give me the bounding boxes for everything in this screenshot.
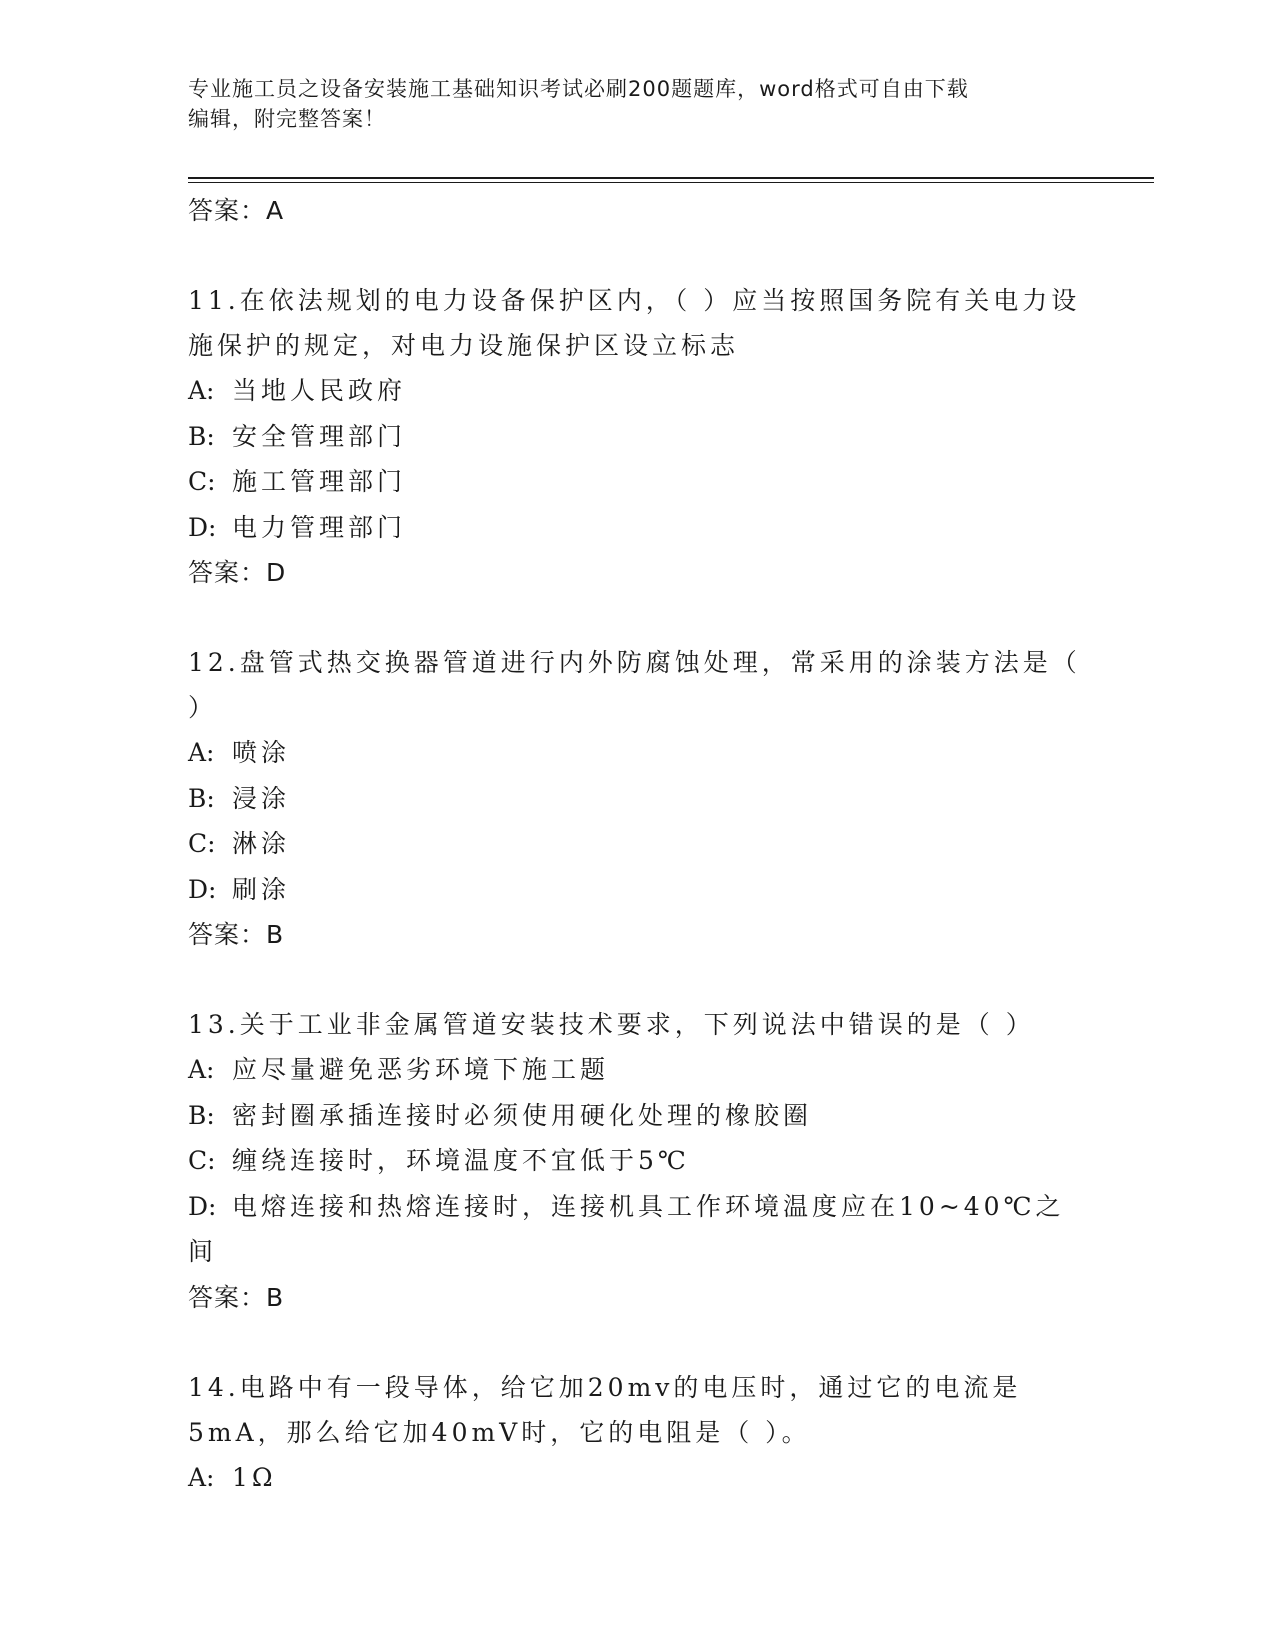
option-b — [188, 1093, 1088, 1139]
option-letter: C: — [188, 1146, 216, 1175]
question-13 — [188, 1002, 1088, 1321]
option-a — [188, 1047, 1088, 1093]
option-letter: C: — [188, 467, 216, 496]
option-letter: C: — [188, 829, 216, 858]
option-a — [188, 1455, 1088, 1501]
question-14 — [188, 1365, 1088, 1501]
option-d — [188, 505, 1088, 551]
option-text: 安全管理部门 — [232, 421, 407, 451]
option-text: 1Ω — [232, 1462, 277, 1492]
header-divider-thin — [188, 182, 1154, 183]
answer-line: 答案：D — [188, 558, 287, 587]
header-divider-thick — [188, 177, 1154, 179]
option-letter: A: — [188, 1462, 215, 1492]
option-letter: A: — [188, 1055, 215, 1084]
option-letter: B: — [188, 1100, 215, 1130]
question-12 — [188, 640, 1088, 958]
option-text: 缠绕连接时，环境温度不宜低于5℃ — [232, 1146, 690, 1175]
option-text: 喷涂 — [232, 738, 291, 767]
option-letter: B: — [188, 421, 215, 451]
option-text: 淋涂 — [232, 829, 291, 858]
header-line-2: 编辑，附完整答案！ — [188, 107, 386, 131]
question-stem: 11.在依法规划的电力设备保护区内，（ ）应当按照国务院有关电力设施保护的规定，对电力设施保护区设立标志 — [188, 286, 1081, 360]
answer-line: 答案：B — [188, 1282, 285, 1312]
document-header — [188, 74, 1088, 134]
option-text: 施工管理部门 — [232, 467, 407, 496]
option-c — [188, 821, 1088, 867]
option-b — [188, 414, 1088, 460]
option-c — [188, 1138, 1088, 1184]
option-letter: D: — [188, 874, 217, 904]
question-stem: 12.盘管式热交换器管道进行内外防腐蚀处理，常采用的涂装方法是（ ） — [188, 648, 1081, 722]
option-d — [188, 1184, 1088, 1275]
option-text: 刷涂 — [232, 874, 291, 904]
header-line-1: 专业施工员之设备安装施工基础知识考试必刷200题题库，word格式可自由下载 — [188, 77, 969, 101]
option-text: 电力管理部门 — [232, 512, 407, 542]
question-list — [188, 188, 1088, 1500]
option-letter: D: — [188, 512, 217, 542]
option-letter: D: — [188, 1191, 217, 1221]
answer-line: 答案：A — [188, 196, 285, 225]
answer-line: 答案：B — [188, 920, 285, 949]
option-a — [188, 730, 1088, 776]
option-letter: A: — [188, 376, 215, 405]
option-text: 浸涂 — [232, 783, 291, 813]
option-c — [188, 459, 1088, 505]
question-stem: 14.电路中有一段导体，给它加20mv的电压时，通过它的电流是5mA，那么给它加40mV时，它的电阻是（ ）。 — [188, 1372, 1022, 1447]
option-letter: B: — [188, 783, 215, 813]
option-text: 当地人民政府 — [232, 376, 407, 405]
option-text: 应尽量避免恶劣环境下施工题 — [232, 1055, 610, 1084]
option-text: 密封圈承插连接时必须使用硬化处理的橡胶圈 — [232, 1100, 813, 1130]
question-stem: 13.关于工业非金属管道安装技术要求，下列说法中错误的是（ ） — [188, 1010, 1035, 1039]
option-a — [188, 368, 1088, 414]
option-d — [188, 867, 1088, 913]
option-letter: A: — [188, 738, 215, 767]
question-11 — [188, 278, 1088, 596]
option-text: 电熔连接和热熔连接时，连接机具工作环境温度应在10~40℃之间 — [188, 1191, 1065, 1266]
option-b — [188, 776, 1088, 822]
